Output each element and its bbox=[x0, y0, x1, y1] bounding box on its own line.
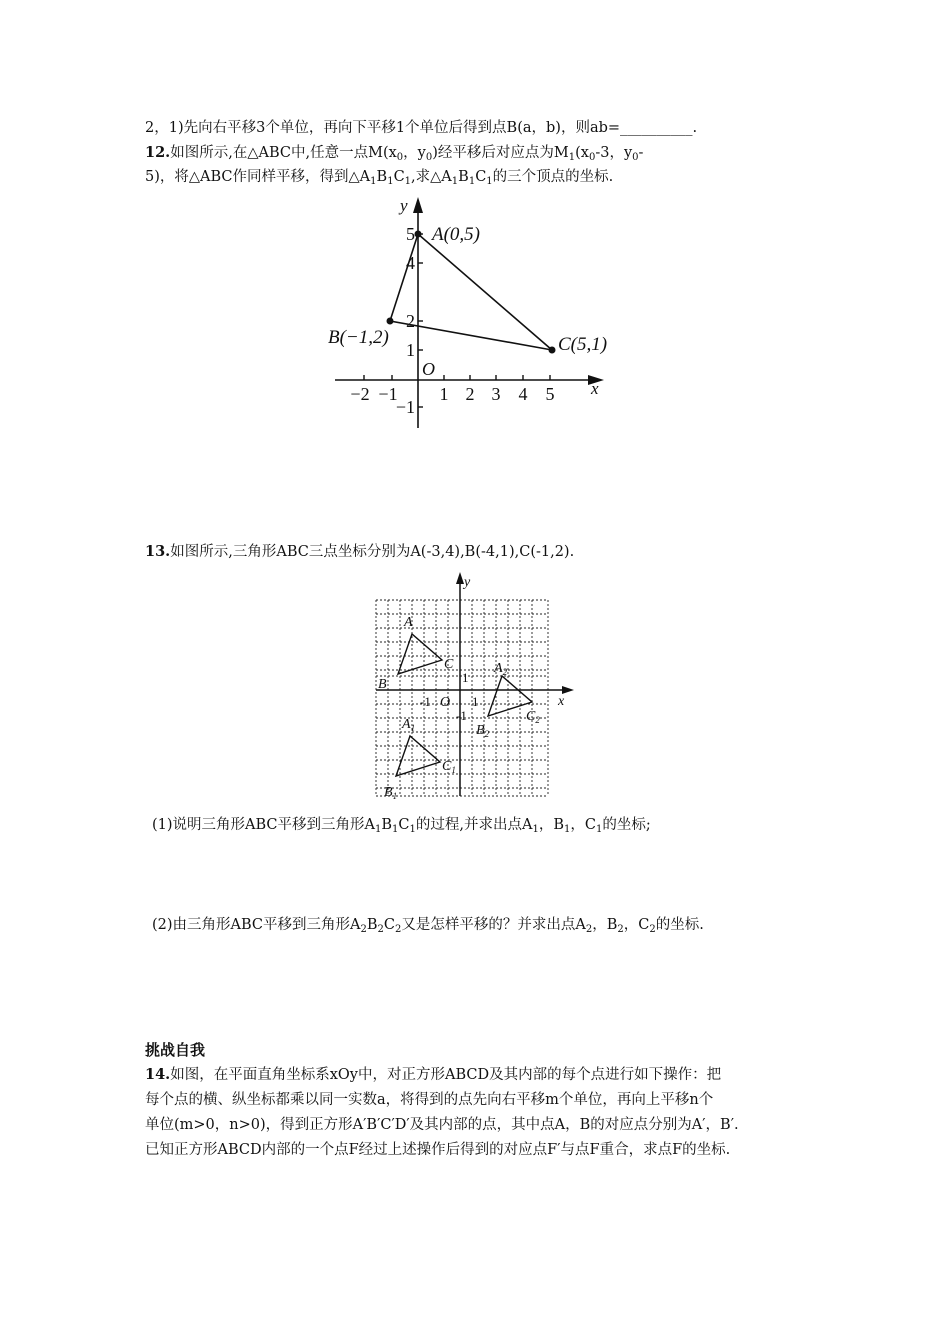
x-axis-arrow bbox=[562, 686, 574, 694]
y-tick-label: 5 bbox=[406, 224, 415, 244]
label-b: B bbox=[378, 677, 387, 692]
q13-text: 13.如图所示,三角形ABC三点坐标分别为A(-3,4),B(-4,1),C(-1,2). bbox=[145, 543, 575, 560]
y-tick-label: −1 bbox=[395, 397, 415, 417]
figure-12-triangle-graph bbox=[320, 195, 630, 435]
label-a: A(0,5) bbox=[432, 224, 481, 245]
q14-line4: 已知正方形ABCD内部的一个点F经过上述操作后得到的对应点F′与点F重合，求点F的坐标. bbox=[145, 1142, 731, 1158]
label-c1: $C_1$ bbox=[442, 759, 456, 775]
label-b2: $B_2$ bbox=[476, 723, 490, 739]
x-tick-label: 1 bbox=[439, 384, 449, 404]
q13-part2: (2)由三角形ABC平移到三角形$A_2B_2C_2$又是怎样平移的？并求出点$A_2$，$B_2$，$C_2$的坐标. bbox=[152, 917, 704, 935]
q14-line1: 14.如图，在平面直角坐标系xOy中，对正方形ABCD及其内部的每个点进行如下操作：把 bbox=[145, 1066, 722, 1083]
x-axis-label: x bbox=[558, 694, 565, 709]
point-b bbox=[387, 318, 394, 325]
y-axis-arrow bbox=[456, 572, 464, 584]
y-tick-label: 2 bbox=[406, 311, 415, 331]
figure-13-grid-graph bbox=[370, 570, 580, 805]
y-one-label: 1 bbox=[462, 670, 469, 685]
q14-line3: 单位(m>0，n>0)，得到正方形A′B′C′D′及其内部的点，其中点A，B的对应点分别为A′，B′. bbox=[145, 1117, 739, 1133]
triangle-a1b1c1 bbox=[396, 736, 440, 776]
q12-text: 如图所示,在△ABC中,任意一点M(x bbox=[170, 145, 397, 161]
y-axis-label: y bbox=[400, 196, 408, 215]
origin-label: O bbox=[422, 359, 435, 379]
x-tick-label: 4 bbox=[518, 384, 528, 404]
label-a2: $A_2$ bbox=[494, 661, 508, 677]
y-axis-arrow bbox=[413, 197, 423, 213]
q13-number: 13. bbox=[145, 543, 171, 560]
y-tick-label: 4 bbox=[406, 253, 415, 273]
y-neg-one-label: -1 bbox=[456, 708, 467, 723]
y-tick-label: 1 bbox=[406, 340, 415, 360]
y-axis-label: y bbox=[464, 575, 471, 590]
label-c2: $C_2$ bbox=[526, 709, 540, 725]
q14-line2: 每个点的横、纵坐标都乘以同一实数a，将得到的点先向右平移m个单位，再向上平移n个 bbox=[145, 1092, 714, 1108]
label-b: B(−1,2) bbox=[328, 327, 389, 348]
x-tick-label: −2 bbox=[350, 384, 370, 404]
triangle-abc bbox=[398, 634, 442, 674]
q12-line2: 5)，将△ABC作同样平移，得到$\triangle A_1B_1C_1$,求$\triangle A_1B_1C_1$的三个顶点的坐标. bbox=[145, 169, 614, 187]
x-tick-label: 2 bbox=[465, 384, 475, 404]
x-tick-label: 5 bbox=[545, 384, 555, 404]
x-neg-one-label: -1 bbox=[420, 694, 431, 709]
q11-tail: 2，1)先向右平移3个单位，再向下平移1个单位后得到点B(a，b)，则ab=__________. bbox=[145, 120, 698, 136]
point-a bbox=[415, 231, 422, 238]
q12-line1: 12.如图所示,在△ABC中,任意一点$M(x_0$，$y_0$)经平移后对应点为$M_1(x_0-3$，$y_0-$ bbox=[145, 144, 644, 163]
q12-number: 12. bbox=[145, 144, 171, 161]
label-c: C(5,1) bbox=[558, 334, 608, 355]
origin-label: O bbox=[440, 695, 451, 710]
x-tick-label: 3 bbox=[491, 384, 501, 404]
challenge-heading: 挑战自我 bbox=[145, 1041, 206, 1059]
label-c: C bbox=[444, 657, 454, 672]
label-b1: $B_1$ bbox=[384, 785, 398, 801]
q13-part1: (1)说明三角形ABC平移到三角形$A_1B_1C_1$的过程,并求出点$A_1$，$B_1$，$C_1$的坐标; bbox=[152, 817, 651, 835]
x-one-label: 1 bbox=[472, 694, 479, 709]
x-tick-label: −1 bbox=[378, 384, 398, 404]
triangle-abc bbox=[390, 234, 552, 350]
label-a: A bbox=[404, 615, 413, 630]
q14-number: 14. bbox=[145, 1066, 171, 1083]
x-axis-label: x bbox=[591, 379, 599, 398]
label-a1: $A_1$ bbox=[402, 717, 416, 733]
point-c bbox=[549, 347, 556, 354]
